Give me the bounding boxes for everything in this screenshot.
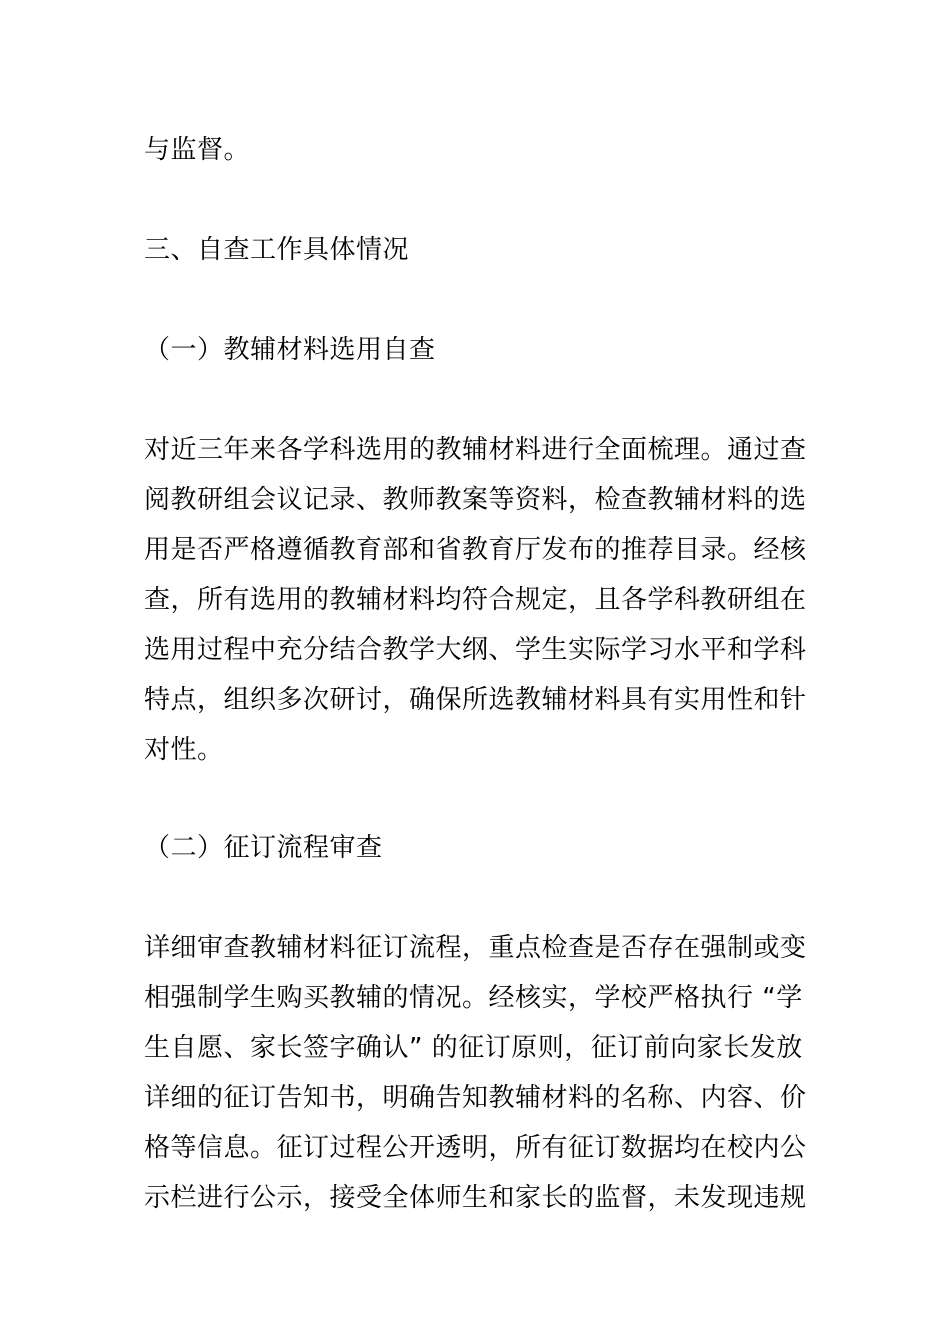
paragraph-1-line-3: 用是否严格遵循教育部和省教育厅发布的推荐目录。经核 — [144, 535, 807, 565]
paragraph-2-line-5: 格等信息。征订过程公开透明，所有征订数据均在校内公 — [144, 1133, 807, 1163]
section-heading-3: 三、自查工作具体情况 — [144, 235, 410, 265]
paragraph-2-line-3: 生自愿、家长签字确认” 的征订原则，征订前向家长发放 — [144, 1033, 803, 1063]
paragraph-2-line-1: 详细审查教辅材料征订流程，重点检查是否存在强制或变 — [144, 933, 807, 963]
paragraph-1-line-4: 查，所有选用的教辅材料均符合规定，且各学科教研组在 — [144, 585, 807, 615]
text-line-continuation: 与监督。 — [144, 135, 251, 165]
paragraph-2-line-2: 相强制学生购买教辅的情况。经核实，学校严格执行 “学 — [144, 983, 803, 1013]
paragraph-2-line-6: 示栏进行公示，接受全体师生和家长的监督，未发现违规 — [144, 1183, 807, 1213]
paragraph-1-line-6: 特点，组织多次研讨，确保所选教辅材料具有实用性和针 — [144, 685, 807, 715]
paragraph-1-line-5: 选用过程中充分结合教学大纲、学生实际学习水平和学科 — [144, 635, 807, 665]
paragraph-1-line-1: 对近三年来各学科选用的教辅材料进行全面梳理。通过查 — [144, 435, 807, 465]
paragraph-2-line-4: 详细的征订告知书，明确告知教辅材料的名称、内容、价 — [144, 1083, 807, 1113]
paragraph-1-line-2: 阅教研组会议记录、教师教案等资料，检查教辅材料的选 — [144, 485, 807, 515]
subsection-heading-2: （二）征订流程审查 — [144, 833, 383, 863]
subsection-heading-1: （一）教辅材料选用自查 — [144, 335, 436, 365]
paragraph-1-line-7: 对性。 — [144, 735, 224, 765]
